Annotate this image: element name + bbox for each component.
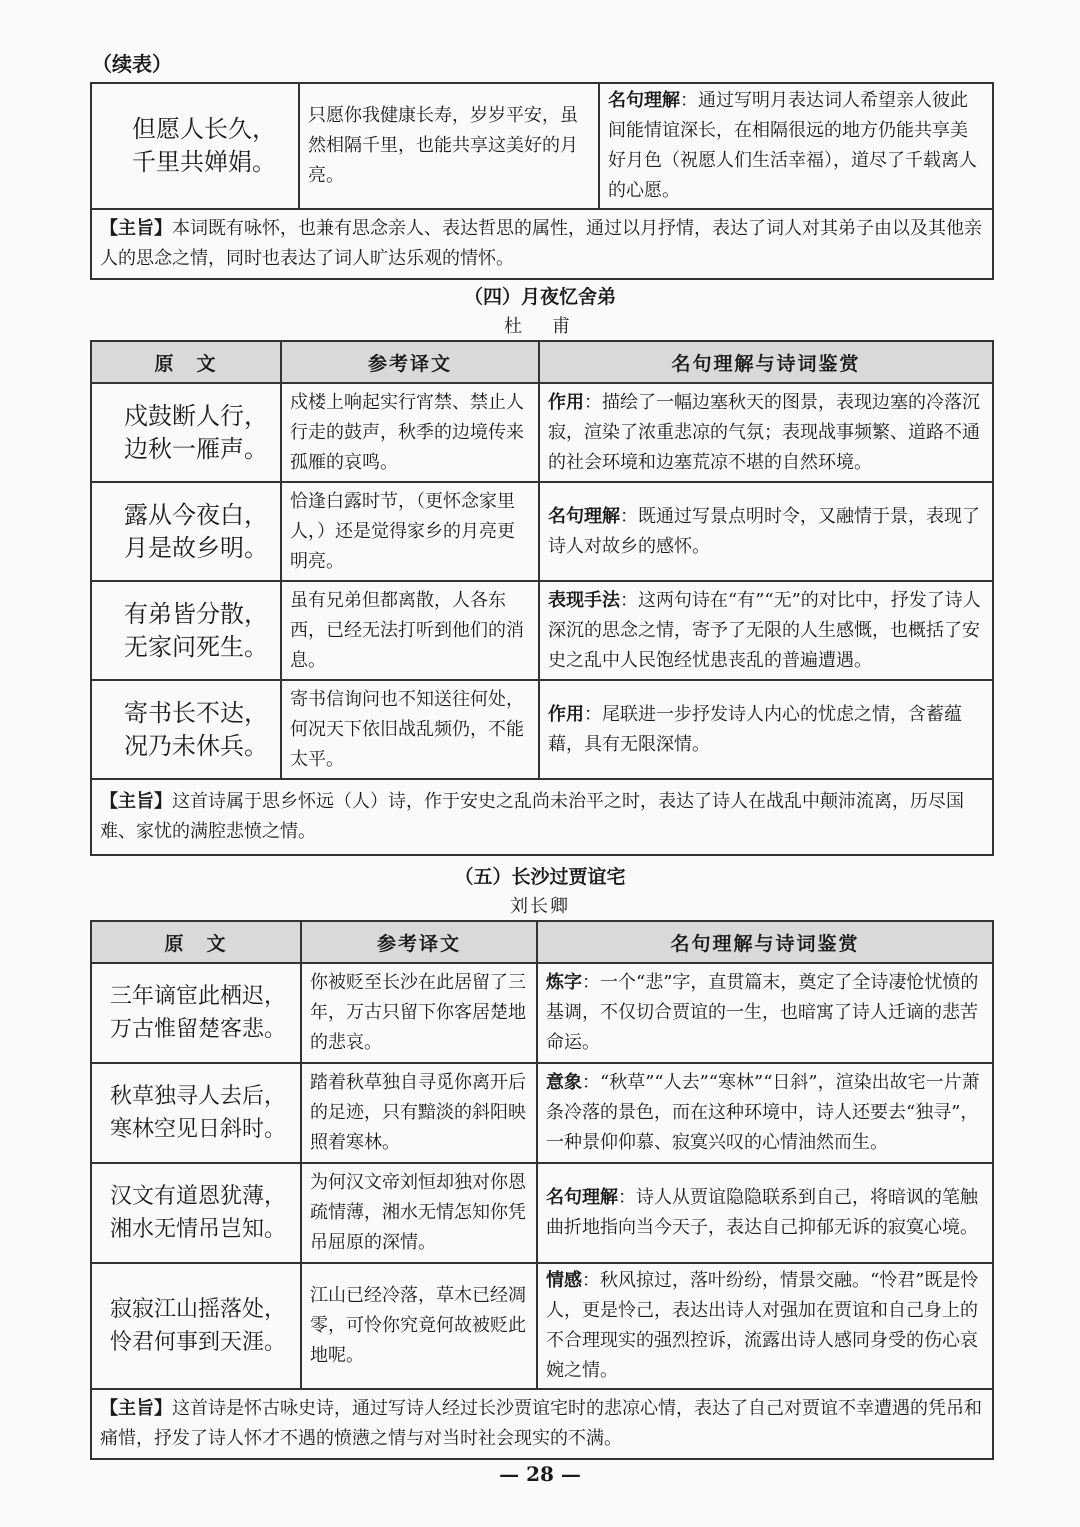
appreciation-text: ：尾联进一步抒发诗人内心的忧虑之情，含蓄蕴藉，具有无限深情。 bbox=[548, 703, 962, 755]
translation-cell: 为何汉文帝刘恒却独对你恩疏情薄，湘水无情怎知你凭吊屈原的深情。 bbox=[301, 1163, 537, 1263]
appreciation-cell bbox=[537, 1263, 993, 1389]
theme-label: 【主旨】 bbox=[100, 218, 172, 239]
appreciation-text: ：描绘了一幅边塞秋天的图景，表现边塞的冷落沉寂，渲染了浓重悲凉的气氛；表现战事频繁、道路不通的社会环境和边塞荒凉不堪的自然环境。 bbox=[548, 391, 980, 473]
translation-cell: 踏着秋草独自寻觅你离开后的足迹，只有黯淡的斜阳映照着寒林。 bbox=[301, 1063, 537, 1163]
appreciation-text: ：既通过写景点明时令，又融情于景，表现了诗人对故乡的感怀。 bbox=[548, 505, 980, 557]
original-line: 万古惟留楚客悲。 bbox=[110, 1017, 287, 1042]
theme-cell bbox=[91, 1389, 993, 1459]
appreciation-text: ：诗人从贾谊隐隐联系到自己，将暗讽的笔触曲折地指向当今天子，表达自己抑郁无诉的寂寞心境。 bbox=[546, 1187, 978, 1238]
theme-row bbox=[91, 779, 993, 855]
header-row bbox=[91, 921, 993, 963]
translation-cell: 虽有兄弟但都离散，人各东西，已经无法打听到他们的消息。 bbox=[281, 581, 539, 680]
original-line: 况乃未休兵。 bbox=[124, 731, 268, 760]
translation-cell: 只愿你我健康长寿，岁岁平安，虽然相隔千里，也能共享这美好的月亮。 bbox=[299, 83, 599, 209]
appreciation-label: 情感 bbox=[546, 1270, 582, 1291]
original-line: 但愿人长久， bbox=[132, 115, 276, 143]
theme-cell bbox=[91, 779, 993, 855]
original-text-cell bbox=[91, 482, 281, 581]
translation-cell: 你被贬至长沙在此居留了三年，万古只留下你客居楚地的悲哀。 bbox=[301, 963, 537, 1063]
continued-label: （续表） bbox=[92, 52, 172, 76]
appreciation-text: ：秋风掠过，落叶纷纷，情景交融。“怜君”既是怜人，更是怜己，表达出诗人对强加在贾谊和自己身上的不合理现实的强烈控诉，流露出诗人感同身受的伤心哀婉之情。 bbox=[546, 1270, 979, 1381]
original-text-cell bbox=[91, 581, 281, 680]
section-title: （五）长沙过贾谊宅 bbox=[454, 866, 626, 888]
original-line: 戍鼓断人行， bbox=[124, 401, 268, 430]
original-line: 汉文有道恩犹薄， bbox=[110, 1184, 287, 1209]
appreciation-cell bbox=[599, 83, 993, 209]
appreciation-cell bbox=[539, 383, 993, 482]
section-author: 刘长卿 bbox=[510, 896, 570, 917]
original-text-cell bbox=[91, 383, 281, 482]
original-line: 边秋一雁声。 bbox=[124, 434, 268, 463]
translation-cell: 戍楼上响起实行宵禁、禁止人行走的鼓声，秋季的边境传来孤雁的哀鸣。 bbox=[281, 383, 539, 482]
header-appreciation: 名句理解与诗词鉴赏 bbox=[537, 921, 993, 963]
original-line: 寂寂江山摇落处， bbox=[110, 1297, 287, 1322]
original-line: 千里共婵娟。 bbox=[132, 148, 276, 176]
theme-text: 这首诗是怀古咏史诗，通过写诗人经过长沙贾谊宅时的悲凉心情，表达了自己对贾谊不幸遭遇的凭吊和痛惜，抒发了诗人怀才不遇的愤懑之情与对当时社会现实的不满。 bbox=[100, 1398, 982, 1449]
theme-label: 【主旨】 bbox=[100, 791, 172, 812]
appreciation-text: ：通过写明月表达词人希望亲人彼此间能情谊深长，在相隔很远的地方仍能共享美好月色（祝愿人们生活幸福），道尽了千载离人的心愿。 bbox=[608, 90, 977, 201]
appreciation-label: 意象 bbox=[546, 1072, 582, 1093]
appreciation-text: ：这两句诗在“有”“无”的对比中，抒发了诗人深沉的思念之情，寄予了无限的人生感慨，也概括了安史之乱中人民饱经忧患丧乱的普遍遭遇。 bbox=[548, 589, 981, 671]
theme-label: 【主旨】 bbox=[100, 1398, 172, 1419]
header-appreciation: 名句理解与诗词鉴赏 bbox=[539, 341, 993, 383]
appreciation-cell bbox=[539, 680, 993, 779]
table-row bbox=[91, 581, 993, 680]
original-text-cell bbox=[91, 963, 301, 1063]
original-text-cell bbox=[91, 1163, 301, 1263]
appreciation-label: 名句理解 bbox=[548, 505, 620, 527]
table-row bbox=[91, 482, 993, 581]
section-author: 杜 甫 bbox=[504, 316, 576, 337]
table-continued bbox=[90, 82, 994, 280]
original-line: 露从今夜白， bbox=[124, 500, 268, 529]
original-line: 湘水无情吊岂知。 bbox=[110, 1217, 287, 1242]
table-row bbox=[91, 383, 993, 482]
table-row bbox=[91, 680, 993, 779]
appreciation-label: 作用 bbox=[548, 703, 584, 725]
theme-text: 这首诗属于思乡怀远（人）诗，作于安史之乱尚未治平之时，表达了诗人在战乱中颠沛流离，历尽国难、家忧的满腔悲愤之情。 bbox=[100, 791, 964, 842]
original-text-cell bbox=[91, 83, 299, 209]
original-line: 怜君何事到天涯。 bbox=[110, 1330, 287, 1355]
appreciation-label: 炼字 bbox=[546, 972, 582, 993]
appreciation-text: ：一个“悲”字，直贯篇末，奠定了全诗凄怆忧愤的基调，不仅切合贾谊的一生，也暗寓了诗人迁谪的悲苦命运。 bbox=[546, 972, 979, 1053]
header-original: 原 文 bbox=[91, 921, 301, 963]
appreciation-cell bbox=[537, 963, 993, 1063]
original-line: 有弟皆分散， bbox=[124, 599, 268, 628]
original-line: 月是故乡明。 bbox=[124, 533, 268, 562]
table-row bbox=[91, 83, 993, 209]
appreciation-cell bbox=[539, 482, 993, 581]
original-text-cell bbox=[91, 1263, 301, 1389]
original-line: 寒林空见日斜时。 bbox=[110, 1117, 287, 1142]
translation-cell: 江山已经冷落，草木已经凋零，可怜你究竟何故被贬此地呢。 bbox=[301, 1263, 537, 1389]
translation-cell: 恰逢白露时节，（更怀念家里人，）还是觉得家乡的月亮更明亮。 bbox=[281, 482, 539, 581]
appreciation-label: 表现手法 bbox=[548, 589, 620, 611]
theme-cell bbox=[91, 209, 993, 279]
section-title: （四）月夜忆舍弟 bbox=[463, 286, 616, 308]
header-row bbox=[91, 341, 993, 383]
appreciation-cell bbox=[537, 1063, 993, 1163]
theme-text: 本词既有咏怀，也兼有思念亲人、表达哲思的属性，通过以月抒情，表达了词人对其弟子由以及其他亲人的思念之情，同时也表达了词人旷达乐观的情怀。 bbox=[100, 218, 982, 269]
appreciation-label: 名句理解 bbox=[546, 1187, 618, 1208]
original-text-cell bbox=[91, 680, 281, 779]
appreciation-label: 作用 bbox=[548, 391, 584, 413]
appreciation-cell bbox=[539, 581, 993, 680]
table-row bbox=[91, 963, 993, 1063]
header-original: 原 文 bbox=[91, 341, 281, 383]
table-row bbox=[91, 1163, 993, 1263]
header-translation: 参考译文 bbox=[301, 921, 537, 963]
original-line: 三年谪宦此栖迟， bbox=[110, 984, 287, 1009]
table-row bbox=[91, 1063, 993, 1163]
appreciation-text: ：“秋草”“人去”“寒林”“日斜”，渲染出故宅一片萧条冷落的景色，而在这种环境中，诗人还要去“独寻”，一种景仰仰慕、寂寞兴叹的心情油然而生。 bbox=[546, 1072, 980, 1153]
page-number: — 28 — bbox=[499, 1462, 581, 1486]
original-line: 无家问死生。 bbox=[124, 632, 268, 661]
table-section-4 bbox=[90, 340, 994, 856]
table-section-5 bbox=[90, 920, 994, 1460]
appreciation-label: 名句理解 bbox=[608, 90, 680, 111]
original-line: 寄书长不达， bbox=[124, 698, 268, 727]
table-row bbox=[91, 1263, 993, 1389]
theme-row bbox=[91, 209, 993, 279]
theme-row bbox=[91, 1389, 993, 1459]
original-text-cell bbox=[91, 1063, 301, 1163]
appreciation-cell bbox=[537, 1163, 993, 1263]
header-translation: 参考译文 bbox=[281, 341, 539, 383]
translation-cell: 寄书信询问也不知送往何处，何况天下依旧战乱频仍，不能太平。 bbox=[281, 680, 539, 779]
original-line: 秋草独寻人去后， bbox=[110, 1084, 287, 1109]
